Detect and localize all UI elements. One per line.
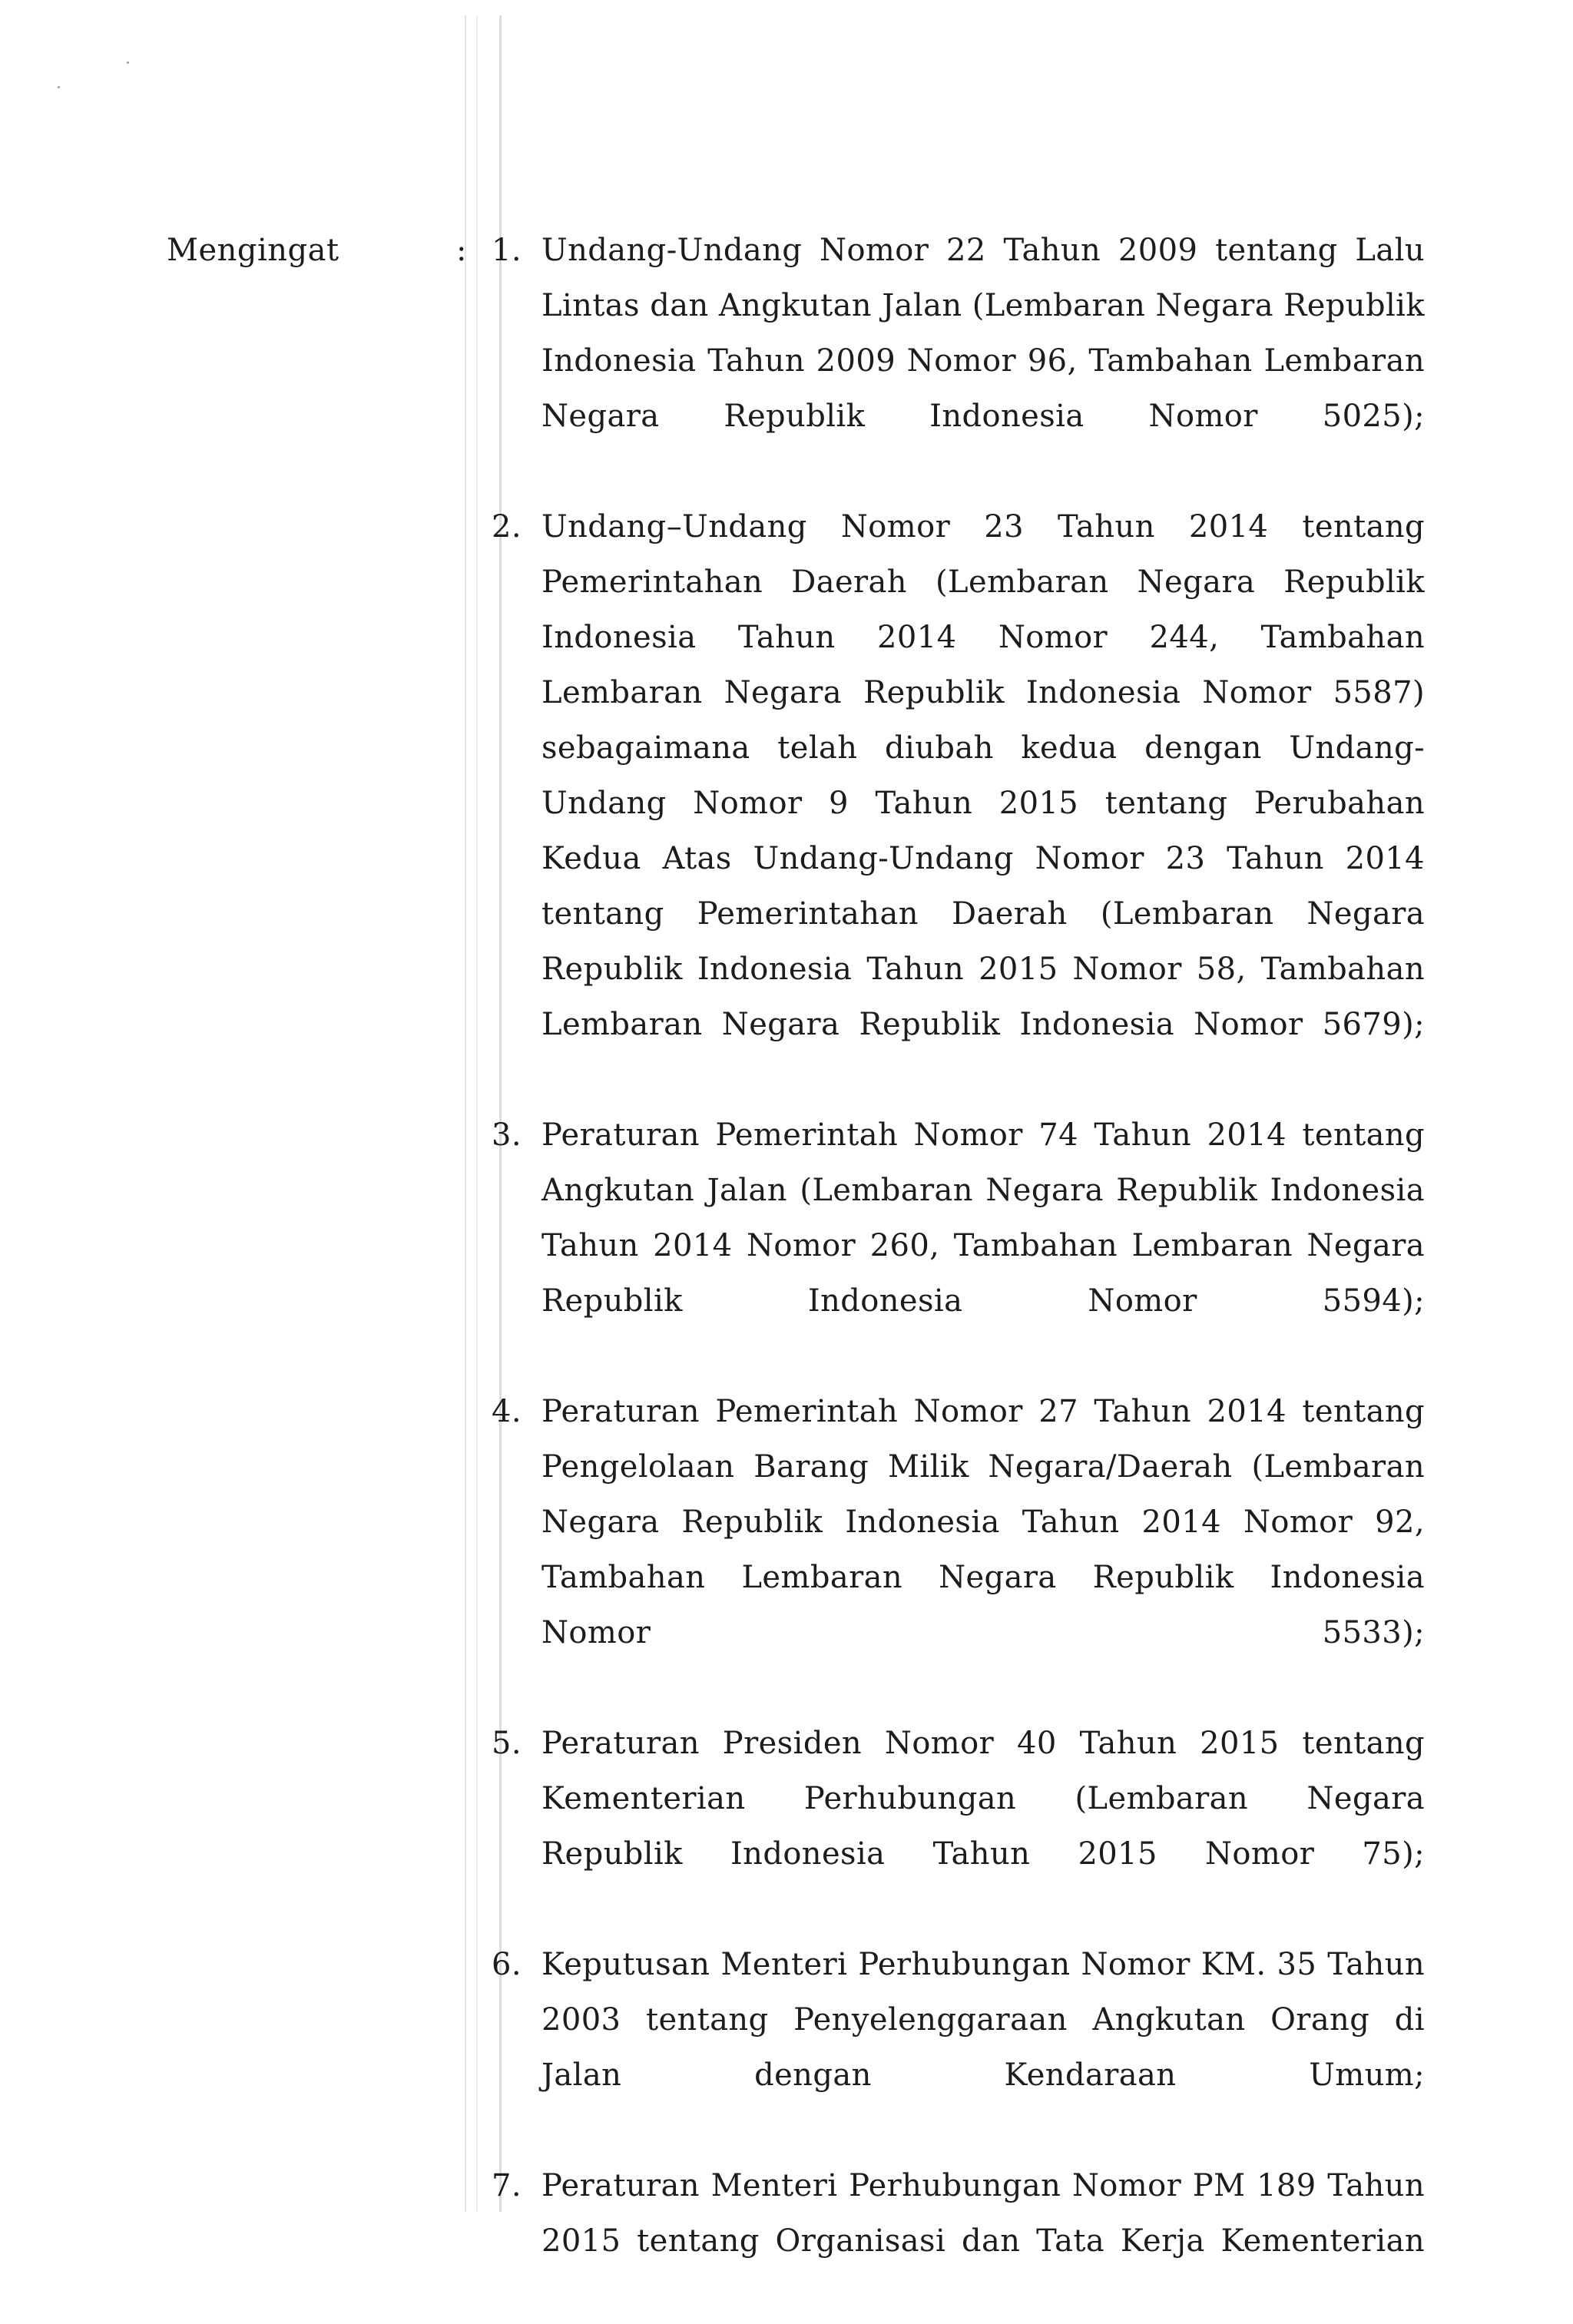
- list-item: [492, 1937, 1425, 2158]
- scan-fold-line: [476, 15, 478, 2212]
- item-text: Peraturan Presiden Nomor 40 Tahun 2015 tentang Kementerian Perhubungan (Lembaran Negara Republik Indonesia Tahun 2015 Nomor 75);: [541, 1726, 1425, 1872]
- list-item: [492, 2158, 1425, 2324]
- list-item: [492, 1107, 1425, 1384]
- regulation-list: [492, 223, 1425, 2324]
- item-number: 5.: [492, 1726, 522, 1761]
- item-text: Peraturan Menteri Perhubungan Nomor PM 189 Tahun 2015 tentang Organisasi dan Tata Kerja Kementerian: [541, 2168, 1425, 2259]
- item-number: 7.: [492, 2168, 522, 2203]
- section-colon: :: [456, 233, 467, 268]
- item-text: Peraturan Pemerintah Nomor 74 Tahun 2014 tentang Angkutan Jalan (Lembaran Negara Republik Indonesia Tahun 2014 Nomor 260, Tambahan Lembaran Negara Republik Indonesia Nomor 5594);: [541, 1117, 1425, 1319]
- item-number: 4.: [492, 1394, 522, 1429]
- section-label: Mengingat: [167, 233, 339, 268]
- item-text: Undang–Undang Nomor 23 Tahun 2014 tentang Pemerintahan Daerah (Lembaran Negara Republik Indonesia Tahun 2014 Nomor 244, Tambahan Lembaran Negara Republik Indonesia Nomor 5587) sebagaimana telah diubah kedua dengan Undang-Undang Nomor 9 Tahun 2015 tentang Perubahan Kedua Atas Undang-Undang Nomor 23 Tahun 2014 tentang Pemerintahan Daerah (Lembaran Negara Republik Indonesia Tahun 2015 Nomor 58, Tambahan Lembaran Negara Republik Indonesia Nomor 5679);: [541, 509, 1425, 1042]
- list-item: [492, 1384, 1425, 1716]
- list-item: [492, 499, 1425, 1107]
- item-number: 2.: [492, 509, 522, 545]
- scan-speck: [127, 61, 129, 64]
- item-text: Undang-Undang Nomor 22 Tahun 2009 tentang Lalu Lintas dan Angkutan Jalan (Lembaran Negara Republik Indonesia Tahun 2009 Nomor 96, Tambahan Lembaran Negara Republik Indonesia Nomor 5025);: [541, 233, 1425, 434]
- scan-fold-line: [465, 15, 466, 2212]
- scan-speck: [58, 86, 60, 88]
- item-text: Keputusan Menteri Perhubungan Nomor KM. 35 Tahun 2003 tentang Penyelenggaraan Angkutan Orang di Jalan dengan Kendaraan Umum;: [541, 1947, 1425, 2093]
- list-item: [492, 223, 1425, 499]
- item-number: 3.: [492, 1117, 522, 1153]
- item-number: 6.: [492, 1947, 522, 1982]
- list-item: [492, 1716, 1425, 1937]
- item-text: Peraturan Pemerintah Nomor 27 Tahun 2014 tentang Pengelolaan Barang Milik Negara/Daerah (Lembaran Negara Republik Indonesia Tahun 2014 Nomor 92, Tambahan Lembaran Negara Republik Indonesia Nomor 5533);: [541, 1394, 1425, 1650]
- item-number: 1.: [492, 233, 522, 268]
